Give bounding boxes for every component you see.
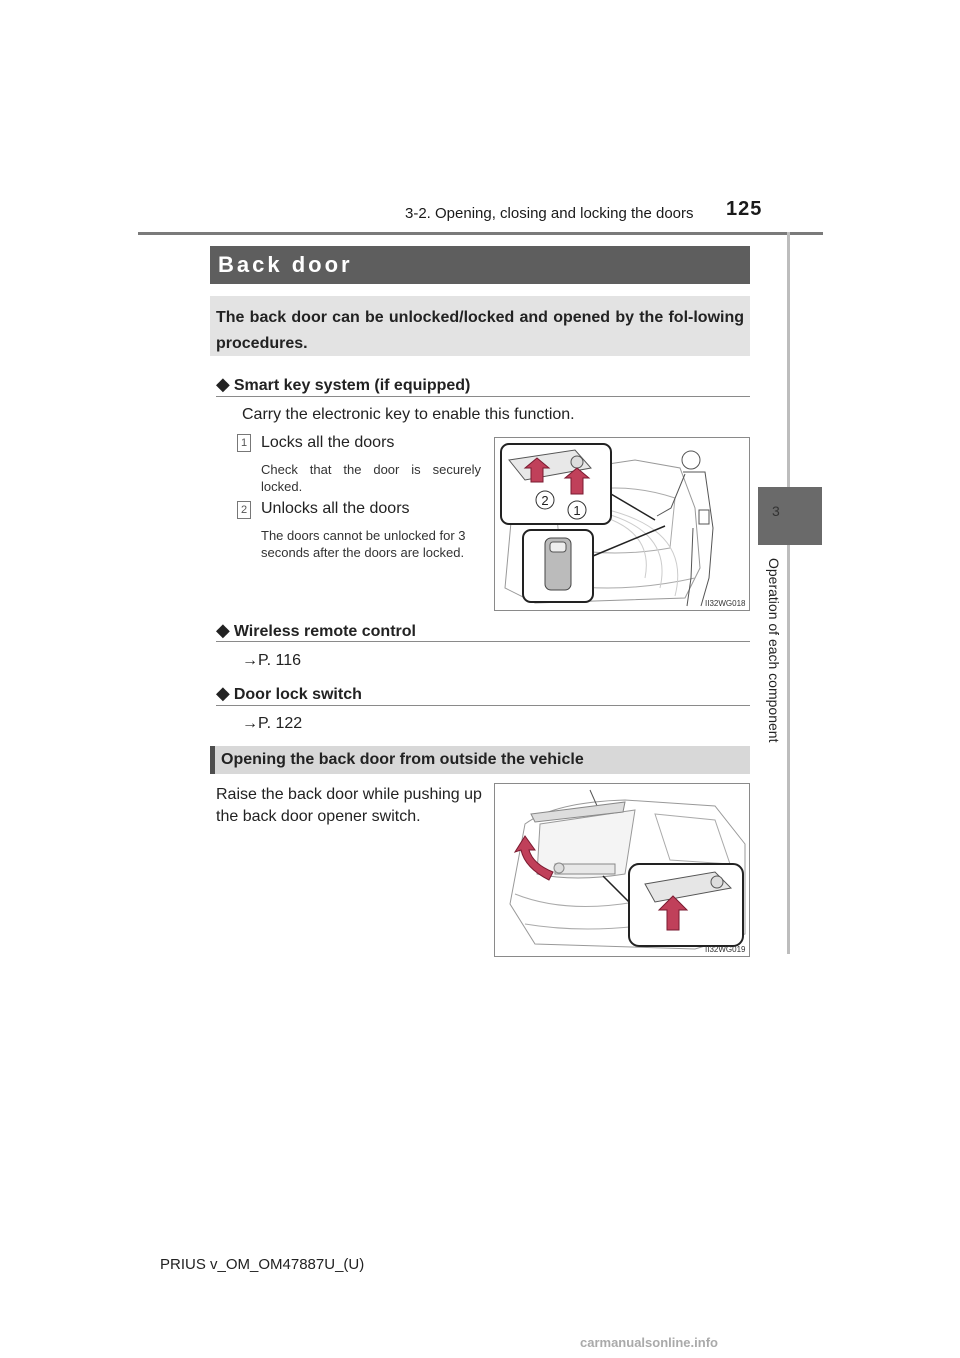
item-title-2: Unlocks all the doors	[261, 500, 410, 517]
diamond-icon: ◆	[216, 683, 230, 703]
section-title: Back door	[218, 252, 353, 277]
diamond-icon: ◆	[216, 374, 230, 394]
figure-callout-1: 1	[573, 503, 581, 518]
back-door-figure	[494, 783, 750, 957]
smart-key-rule	[216, 396, 750, 397]
smart-key-lead: Carry the electronic key to enable this function.	[242, 406, 575, 423]
page-number: 125	[726, 198, 763, 220]
intro-text: The back door can be unlocked/locked and opened by the fol-lowing procedures.	[216, 309, 744, 352]
figure-code-1: II32WG018	[705, 599, 746, 608]
smart-key-figure	[494, 437, 750, 611]
smart-key-illustration	[495, 438, 749, 610]
item-number-1: 1	[237, 434, 251, 452]
door-lock-rule	[216, 705, 750, 706]
figure-callout-2: 2	[541, 493, 549, 508]
header-rule	[138, 232, 823, 235]
chapter-tab	[758, 487, 822, 545]
section-banner	[210, 246, 750, 284]
smart-key-heading: ◆ Smart key system (if equipped)	[216, 374, 471, 394]
opening-text: Raise the back door while pushing up the back door opener switch.	[216, 786, 482, 825]
diamond-icon: ◆	[216, 620, 230, 640]
opening-banner	[210, 746, 750, 774]
item-title-1: Locks all the doors	[261, 434, 395, 451]
chapter-tab-line	[787, 232, 790, 954]
wireless-heading: ◆ Wireless remote control	[216, 620, 416, 640]
item-note-2: The doors cannot be unlocked for 3 seconds after the doors are locked.	[261, 528, 466, 560]
item-note-1: Check that the door is securely locked.	[261, 462, 481, 494]
wireless-ref[interactable]: →P. 116	[242, 652, 302, 669]
door-lock-heading: ◆ Door lock switch	[216, 683, 362, 703]
opening-heading: Opening the back door from outside the vehicle	[221, 751, 584, 768]
watermark: carmanualsonline.info	[580, 1335, 718, 1350]
wireless-rule	[216, 641, 750, 642]
footer-model: PRIUS v_OM_OM47887U_(U)	[160, 1256, 365, 1273]
intro-box	[210, 296, 750, 356]
figure-code-2: II32WG019	[705, 945, 746, 954]
item-number-2: 2	[237, 501, 251, 519]
header-section-title: 3-2. Opening, closing and locking the doors	[405, 205, 694, 222]
door-lock-ref[interactable]: →P. 122	[242, 715, 303, 732]
chapter-number: 3	[772, 503, 780, 519]
chapter-title: Operation of each component	[766, 558, 782, 743]
back-door-illustration	[495, 784, 749, 956]
